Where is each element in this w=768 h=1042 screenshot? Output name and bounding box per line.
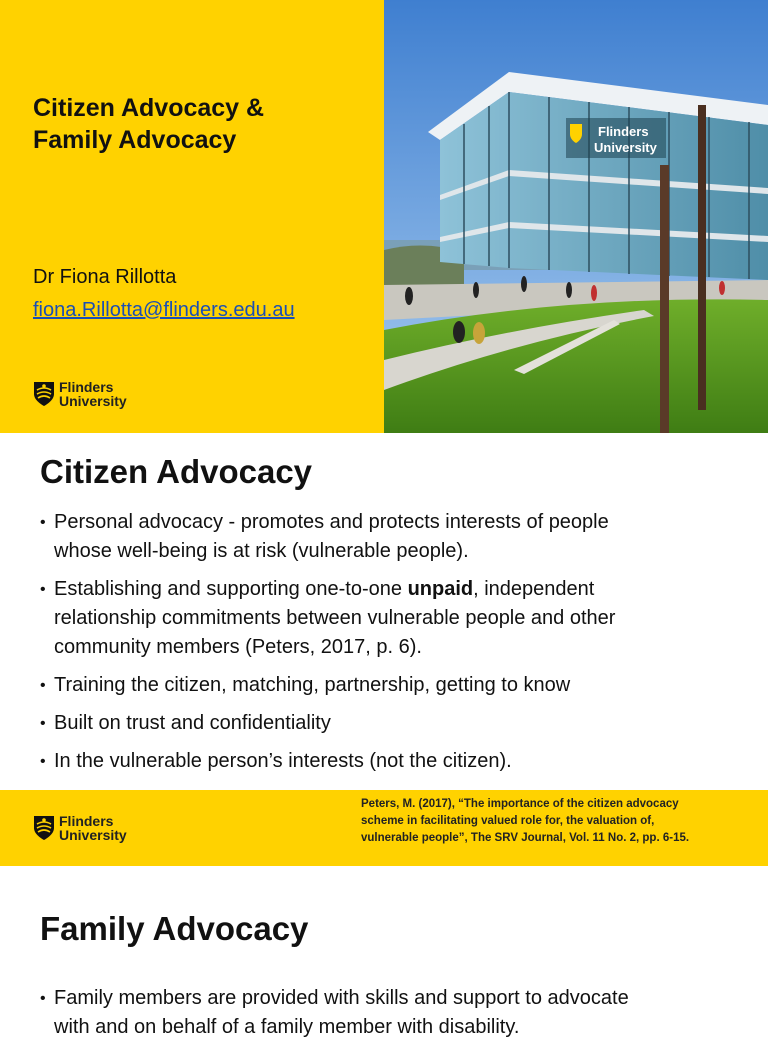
flinders-logo — [33, 380, 127, 408]
list-item — [40, 747, 740, 776]
bullet-text: with and on behalf of a family member with disability. — [54, 1016, 520, 1038]
bullet-list — [40, 508, 740, 776]
author-name: Dr Fiona Rillotta — [33, 266, 177, 288]
bullet-text — [54, 575, 740, 604]
list-item — [40, 508, 740, 566]
logo-wordmark — [59, 380, 127, 408]
citizen-advocacy-slide — [0, 433, 768, 866]
bullet-text: Personal advocacy - promotes and protects interests of people — [54, 511, 609, 533]
slide-heading: Family Advocacy — [40, 910, 309, 947]
logo-line-1: Flinders — [59, 379, 114, 395]
building-sign-line-2: University — [594, 140, 657, 155]
list-item — [40, 984, 740, 1042]
bullet-icon: • — [40, 715, 46, 732]
author-email-link[interactable]: fiona.Rillotta@flinders.edu.au — [33, 299, 295, 321]
presentation-title — [33, 92, 373, 156]
flinders-crest-icon — [33, 381, 55, 407]
bullet-text: Built on trust and confidentiality — [54, 712, 331, 734]
bullet-text: relationship commitments between vulnerable people and other — [54, 607, 616, 629]
logo-line-1: Flinders — [59, 813, 114, 829]
slide-heading: Citizen Advocacy — [40, 453, 313, 490]
flinders-crest-icon — [33, 815, 55, 841]
bullet-icon: • — [40, 581, 46, 598]
bullet-text: In the vulnerable person’s interests (not the citizen). — [54, 750, 512, 772]
title-panel — [0, 0, 384, 433]
bullet-icon: • — [40, 990, 46, 1007]
bullet-text-part: , independent — [473, 578, 595, 600]
title-line-2: Family Advocacy — [33, 126, 237, 154]
bullet-list — [40, 984, 740, 1042]
family-advocacy-slide — [0, 866, 768, 1038]
bullet-emphasis: unpaid — [407, 578, 474, 600]
bullet-icon: • — [40, 514, 46, 531]
logo-wordmark — [59, 814, 127, 842]
bullet-text: Training the citizen, matching, partnership, getting to know — [54, 674, 571, 696]
bullet-icon: • — [40, 677, 46, 694]
footer-band — [0, 790, 768, 866]
flinders-logo — [33, 814, 127, 842]
bullet-icon: • — [40, 753, 46, 770]
reference-citation — [361, 796, 741, 847]
bullet-text: whose well-being is at risk (vulnerable people). — [54, 540, 469, 562]
reference-line: scheme in facilitating valued role for, the valuation of, — [361, 815, 655, 827]
bullet-text: Family members are provided with skills and support to advocate — [54, 987, 629, 1009]
list-item — [40, 709, 740, 738]
bullet-text: community members (Peters, 2017, p. 6). — [54, 636, 422, 658]
campus-building-photo — [384, 0, 768, 433]
logo-line-2: University — [59, 393, 127, 409]
reference-line: vulnerable people”, The SRV Journal, Vol. 11 No. 2, pp. 6-15. — [361, 832, 690, 844]
logo-line-2: University — [59, 827, 127, 843]
title-slide — [0, 0, 768, 433]
reference-line: Peters, M. (2017), “The importance of the citizen advocacy — [361, 798, 679, 810]
list-item — [40, 671, 740, 700]
bullet-text-part: Establishing and supporting one-to-one — [54, 578, 408, 600]
title-line-1: Citizen Advocacy & — [33, 94, 265, 122]
list-item — [40, 575, 740, 662]
building-sign-line-1: Flinders — [598, 124, 649, 139]
